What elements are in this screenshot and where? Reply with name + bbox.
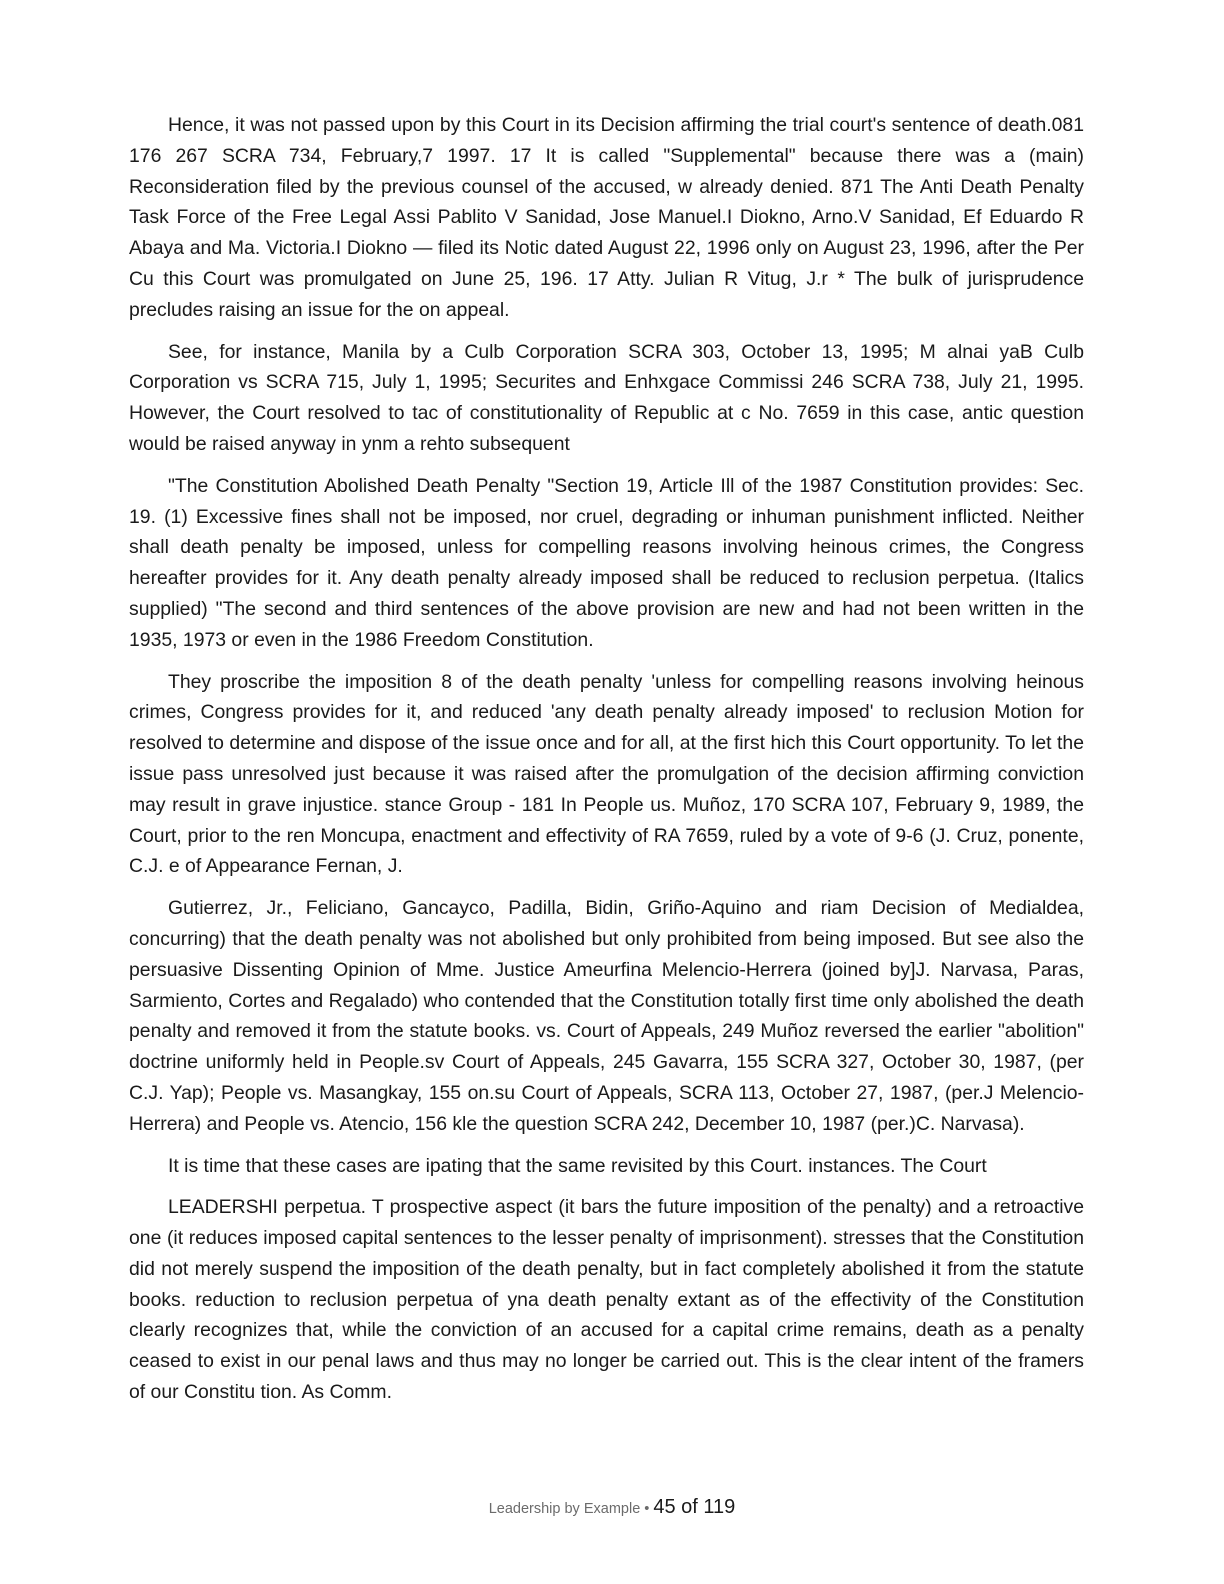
page-footer (0, 1496, 1224, 1519)
footer-title: Leadership by Example (488, 1501, 641, 1517)
paragraph: Gutierrez, Jr., Feliciano, Gancayco, Padilla, Bidin, Griño-Aquino and riam Decision of Medialdea, concurring) that the death penalty was not abolished but only prohibited from being imposed. But see also the persuasive Dissenting Opinion of Mme. Justice Ameurfina Melencio-Herrera (joined by]J. Narvasa, Paras, Sarmiento, Cortes and Regalado) who contended that the Constitution totally first time only abolished the death penalty and removed it from the statute books. vs. Court of Appeals, 249 Muñoz reversed the earlier "abolition" doctrine uniformly held in People.sv Court of Appeals, 245 Gavarra, 155 SCRA 327, October 30, 1987, (per C.J. Yap); People vs. Masangkay, 155 on.su Court of Appeals, SCRA 113, October 27, 1987, (per.J Melencio-Herrera) and People vs. Atencio, 156 kle the question SCRA 242, December 10, 1987 (per.)C. Narvasa). (129, 897, 1084, 1135)
document-body (129, 110, 1084, 1419)
paragraph: See, for instance, Manila by a Culb Corporation SCRA 303, October 13, 1995; M alnai yaB Culb Corporation vs SCRA 715, July 1, 1995; Securites and Enhxgace Commissi 246 SCRA 738, July 21, 1995. However, the Court resolved to tac of constitutionality of Republic at c No. 7659 in this case, antic question would be raised anyway in ynm a rehto subsequent (129, 340, 1084, 455)
paragraph: LEADERSHI perpetua. T prospective aspect (it bars the future imposition of the penalty) and a retroactive one (it reduces imposed capital sentences to the lesser penalty of imprisonment). stresses that the Constitution did not merely suspend the imposition of the death penalty, but in fact completely abolished it from the statute books. reduction to reclusion perpetua of yna death penalty extant as of the effectivity of the Constitution clearly recognizes that, while the conviction of an accused for a capital crime remains, death as a penalty ceased to exist in our penal laws and thus may no longer be carried out. This is the clear intent of the framers of our Constitu tion. As Comm. (129, 1196, 1084, 1404)
paragraph: It is time that these cases are ipating that the same revisited by this Court. instances. The Court (168, 1154, 987, 1177)
paragraph: "The Constitution Abolished Death Penalty "Section 19, Article Ill of the 1987 Constitution provides: Sec. 19. (1) Excessive fines shall not be imposed, nor cruel, degrading or inhuman punishment inflicted. Neither shall death penalty be imposed, unless for compelling reasons involving heinous crimes, the Congress hereafter provides for it. Any death penalty already imposed shall be reduced to reclusion perpetua. (Italics supplied) "The second and third sentences of the above provision are new and had not been written in the 1935, 1973 or even in the 1986 Freedom Constitution. (129, 474, 1084, 651)
footer-separator: • (644, 1501, 650, 1517)
paragraph: Hence, it was not passed upon by this Court in its Decision affirming the trial court's sentence of death.081 176 267 SCRA 734, February,7 1997. 17 It is called "Supplemental" because there was a (main) Reconsideration filed by the previous counsel of the accused, w already denied. 871 The Anti Death Penalty Task Force of the Free Legal Assi Pablito V Sanidad, Jose Manuel.I Diokno, Arno.V Sanidad, Ef Eduardo R Abaya and Ma. Victoria.I Diokno — filed its Notic dated August 22, 1996 only on August 23, 1996, after the Per Cu this Court was promulgated on June 25, 196. 17 Atty. Julian R Vitug, J.r * The bulk of jurisprudence precludes raising an issue for the on appeal. (129, 114, 1084, 321)
page-number: 45 of 119 (653, 1496, 736, 1518)
paragraph: They proscribe the imposition 8 of the death penalty 'unless for compelling reasons involving heinous crimes, Congress provides for it, and reduced 'any death penalty already imposed' to reclusion Motion for resolved to determine and dispose of the issue once and for all, at the first hich this Court opportunity. To let the issue pass unresolved just because it was raised after the promulgation of the decision affirming conviction may result in grave injustice. stance Group - 181 In People us. Muñoz, 170 SCRA 107, February 9, 1989, the Court, prior to the ren Moncupa, enactment and effectivity of RA 7659, ruled by a vote of 9-6 (J. Cruz, ponente, C.J. e of Appearance Fernan, J. (129, 670, 1084, 878)
